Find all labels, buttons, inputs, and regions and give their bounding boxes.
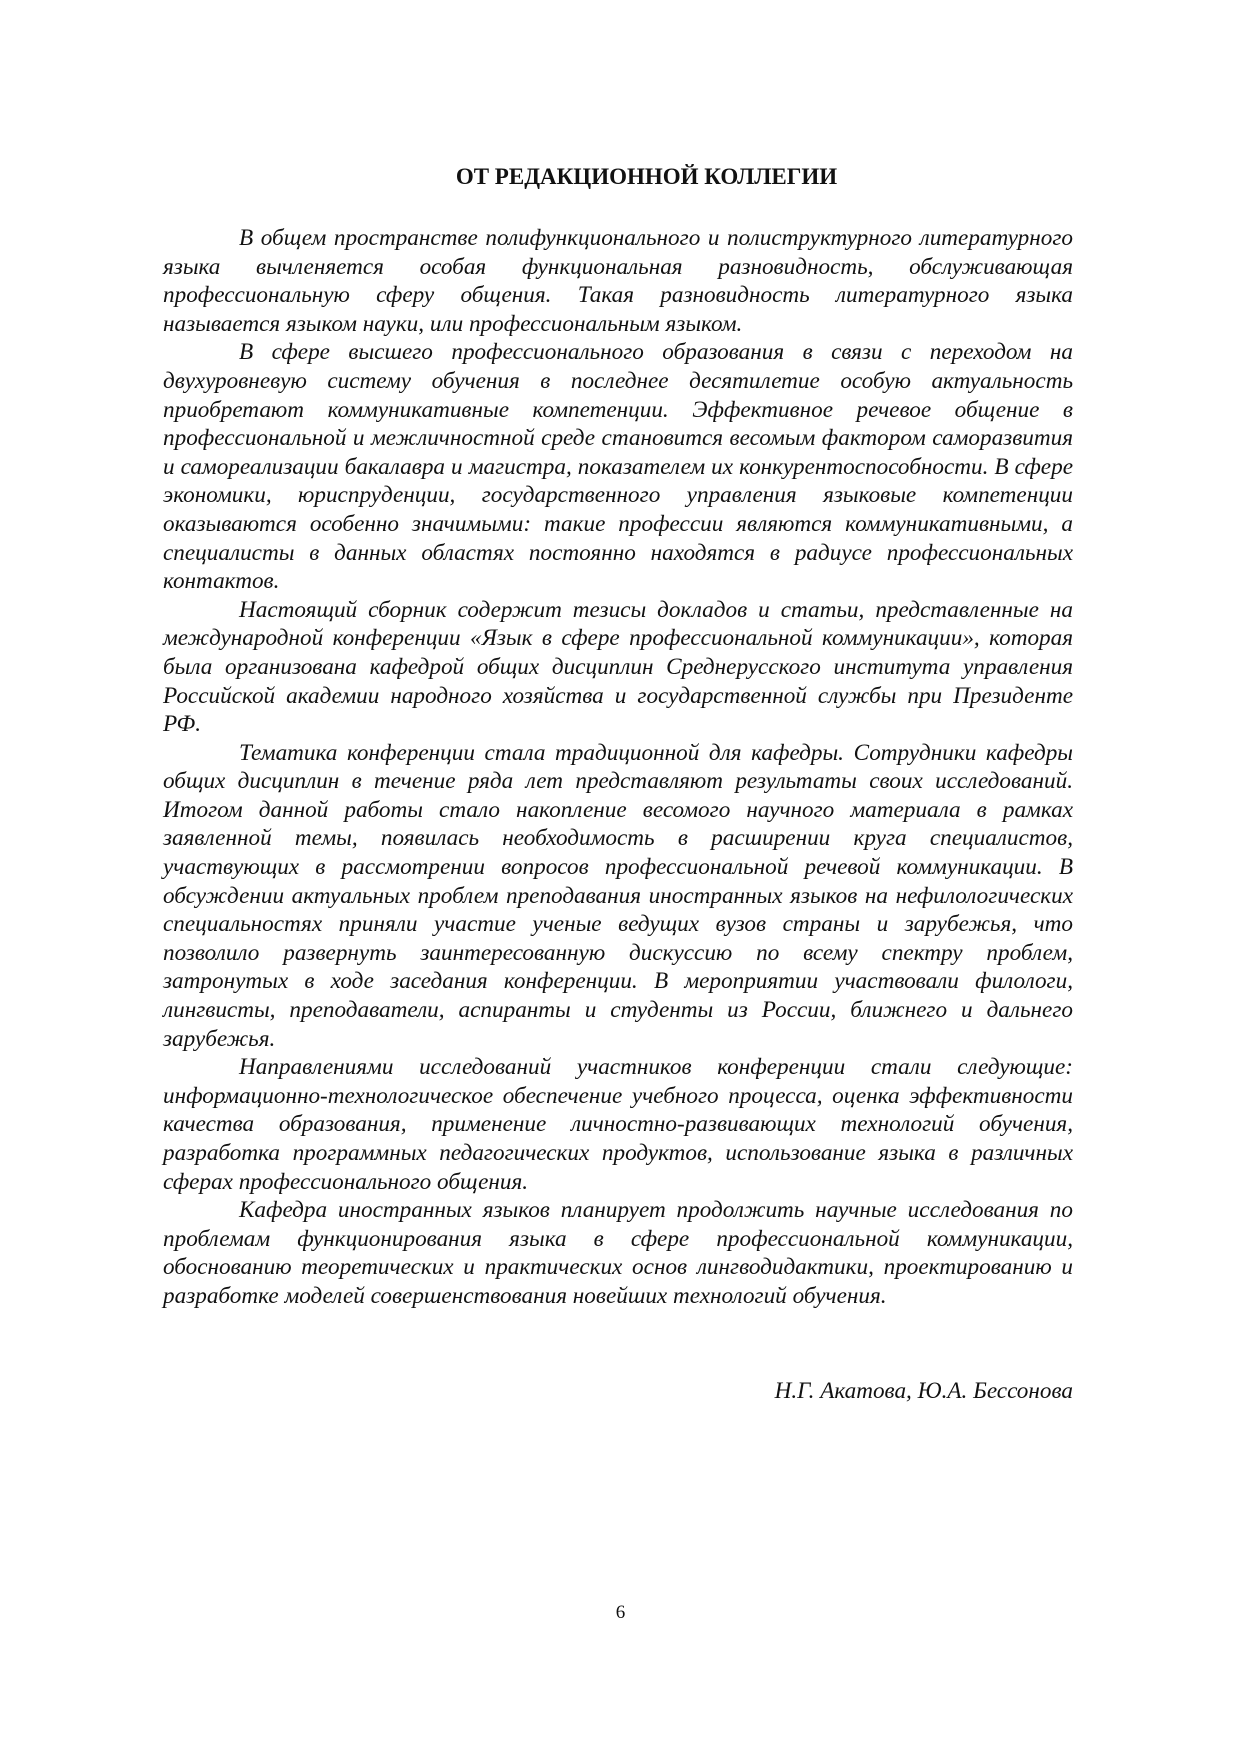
page-number: 6 xyxy=(615,1602,626,1623)
paragraph-4: Тематика конференции стала традиционной для кафедры. Сотрудники кафедры общих дисциплин в течение ряда лет представляют результаты своих исследований. Итогом данной работы стало накопление весомого научного материала в рамках заявленной темы, появилась необходимость в расширении круга специалистов, участвующих в рассмотрении вопросов профессиональной речевой коммуникации. В обсуждении актуальных проблем преподавания иностранных языков на нефилологических специальностях приняли участие ученые ведущих вузов страны и зарубежья, что позволило развернуть заинтересованную дискуссию по всему спектру проблем, затронутых в ходе заседания конференции. В мероприятии участвовали филологи, лингвисты, преподаватели, аспиранты и студенты из России, ближнего и дальнего зарубежья. xyxy=(163,739,1073,1052)
paragraph-2: В сфере высшего профессионального образования в связи с переходом на двухуровневую систему обучения в последнее десятилетие особую актуальность приобретают коммуникативные компетенции. Эффективное речевое общение в профессиональной и межличностной среде становится весомым фактором саморазвития и самореализации бакалавра и магистра, показателем их конкурентоспособности. В сфере экономики, юриспруденции, государственного управления языковые компетенции оказываются особенно значимыми: такие профессии являются коммуникативными, а специалисты в данных областях постоянно находятся в радиусе профессиональных контактов. xyxy=(163,339,1073,595)
page-title: ОТ РЕДАКЦИОННОЙ КОЛЛЕГИИ xyxy=(455,164,838,189)
paragraph-5: Направлениями исследований участников конференции стали следующие: информационно-технологическое обеспечение учебного процесса, оценка эффективности качества образования, применение личностно-развивающих технологий обучения, разработка программных педагогических продуктов, использование языка в различных сферах профессионального общения. xyxy=(163,1054,1073,1195)
paragraph-3: Настоящий сборник содержит тезисы докладов и статьи, представленные на международной конференции «Язык в сфере профессиональной коммуникации», которая была организована кафедрой общих дисциплин Среднерусского института управления Российской академии народного хозяйства и государственной службы при Президенте РФ. xyxy=(163,596,1073,738)
paragraph-1: В общем пространстве полифункционального и полиструктурного литературного языка вычленяется особая функциональная разновидность, обслуживающая профессиональную сферу общения. Такая разновидность литературного языка называется языком науки, или профессиональным языком. xyxy=(163,225,1073,337)
signature: Н.Г. Акатова, Ю.А. Бессонова xyxy=(774,1378,1073,1404)
body-text xyxy=(163,224,1073,1311)
paragraph-6: Кафедра иностранных языков планирует продолжить научные исследования по проблемам функционирования языка в сфере профессиональной коммуникации, обоснованию теоретических и практических основ лингводидактики, проектированию и разработке моделей совершенствования новейших технологий обучения. xyxy=(163,1197,1073,1309)
